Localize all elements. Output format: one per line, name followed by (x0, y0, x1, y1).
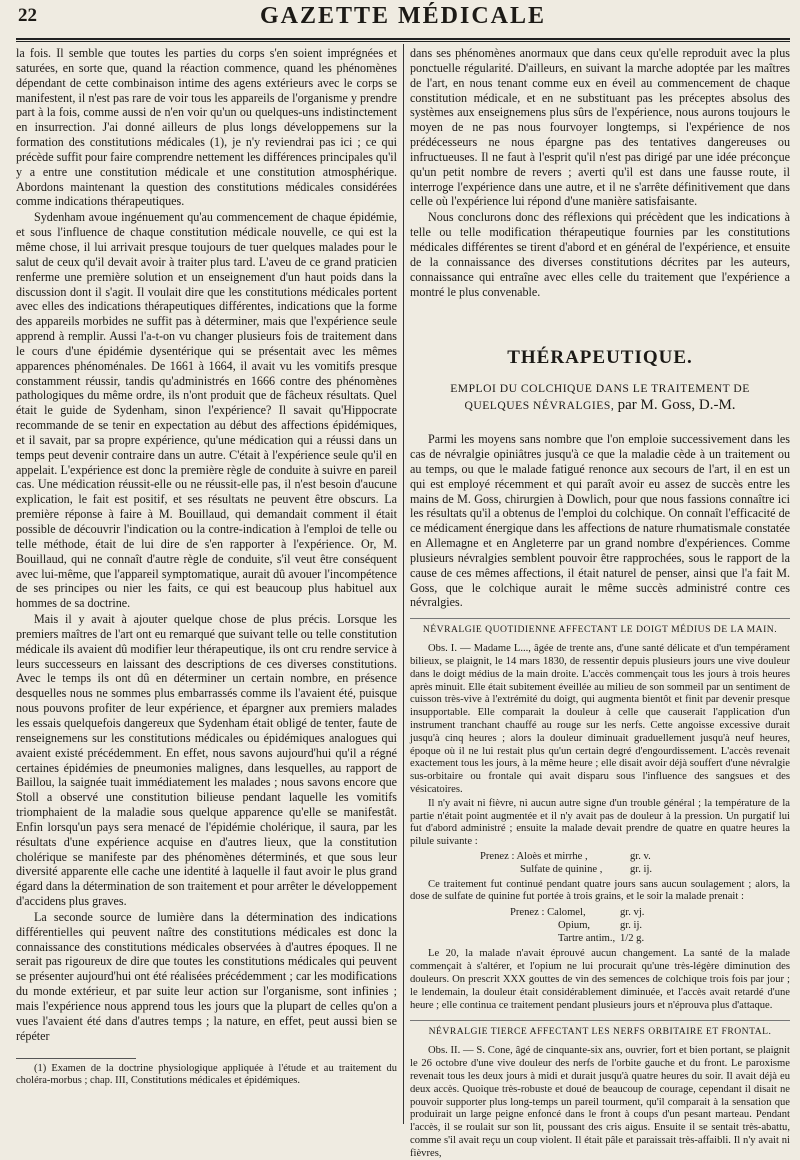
article-title-text: EMPLOI DU COLCHIQUE DANS LE TRAITEMENT DE QUELQUES NÉVRALGIES, (450, 382, 750, 413)
prescription-line: Prenez : Aloès et mirrhe , gr. v. (480, 850, 651, 862)
article-title (420, 380, 780, 414)
observation-1-text: Obs. I. — Madame L..., âgée de trente ans, d'une santé délicate et d'un tempérament bilieux, se plaignit, le 14 mars 1830, de ressentir depuis plusieurs jours une vive douleur dans le doigt médius de la main droite. L'accès commençait tous les jours à trois heures après minuit. Elle était subitement éveillée au milieu de son sommeil par un sentiment de cuisson très-vive à l'extrémité du doigt, qui augmenta bientôt et finit par devenir presque insupportable. Elle comparait la douleur à celle que causerait l'application d'un instrument tranchant chauffé au rouge sur les nerfs. Cette angoisse excessive durait jusqu'à cinq heures ; alors la douleur diminuait graduellement jusqu'à neuf heures, époque où il ne lui restait plus qu'un certain degré d'engourdissement. L'accès revenait exactement tous les jours, à la même heure ; elle disait avoir déjà souffert d'une névralgie sus-orbitaire ou frontale qui avait disparu sous l'influence des sangsues et des vésicatoires. (410, 643, 790, 795)
article-author: par M. Goss, D.-M. (617, 397, 736, 414)
header-rule (16, 38, 790, 42)
prescription-line: Tartre antim., 1/2 g. (558, 932, 645, 944)
observation-1-text: Le 20, la malade n'avait éprouvé aucun changement. La santé de la malade commençait à s'altérer, et l'opium ne lui procurait qu'une très-légère diminution des douleurs. On prescrit XXX gouttes de vin des semences de colchique trois fois par jour ; le lendemain, la douleur était considérablement diminuée, et l'accès avait retardé d'une heure ; elle continua ce traitement pendant plusieurs jours et n'éprouva plus d'attaque. (410, 948, 790, 1011)
journal-title: GAZETTE MÉDICALE (259, 3, 547, 29)
prescription (510, 907, 790, 945)
prescription-line: Sulfate de quinine , gr. ij. (520, 863, 653, 875)
footnote-rule (16, 1058, 136, 1059)
page-header (16, 0, 790, 36)
article-intro: Parmi les moyens sans nombre que l'on emploie successivement dans les cas de névralgie opiniâtres jusqu'à ce que la maladie cède à un traitement ou au temps, ou que le malade fatigué renonce aux secours de l'art, il en est un qui est employé récemment et qui paraît avoir eu assez de succès entre les mains de M. Goss, chirurgien à Dowlich, pour que nous fassions connaître ici les résultats qu'il a obtenus de l'emploi du colchique. On connaît l'efficacité de ce médicament énergique dans les affections de nature rhumatismale constatée en Allemagne et en Angleterre par un grand nombre d'expériences. Comme plusieurs névralgies semblent pouvoir être rapprochées, sous le rapport de la cause de ces mêmes affections, il était naturel de penser, ainsi que l'a fait M. Goss, que le colchique aurait le même succès administré contre ces névralgies. (410, 432, 791, 610)
observation-2-text: Obs. II. — S. Cone, âgé de cinquante-six ans, ouvrier, fort et bien portant, se plaignit le 26 octobre d'une vive douleur des nerfs de l'orbite gauche et du front. Le paroxisme revenait tous les deux jours à midi et durait jusqu'à quatre heures du soir. Il avait déjà eu deux accès. Quoique très-robuste et doué de beaucoup de courage, cependant il disait ne pouvoir supporter plus long-temps un pareil tourment, qu'il comparait à la sensation que produirait un large peigne enfoncé dans le front à coups d'un pesant marteau. Pendant l'accès, il se roulait sur son lit, poussant des cris aigus. Ensuite il se sentait très-abattu, comme s'il avait reçu un coup violent. Il était pâle et paraissait très-affaibli. Il n'y avait ni fièvres, (410, 1045, 790, 1159)
paragraph: Mais il y avait à ajouter quelque chose de plus précis. Lorsque les premiers maîtres de l'art ont eu remarqué que suivant telle ou telle constitution médicale ils avaient dû modifier leur thérapeutique, ils ont cru rendre service à leurs successeurs en laissant des descriptions de ces diverses constitutions. Avec le temps ils ont dû en déterminer un certain nombre, en présence desquelles nous ne sommes plus embarrassés comme ils l'avaient été, puisque nous pouvons profiter de leur expérience, et épargner aux premiers malades les essais quelquefois dangereux que Sydenham était obligé de tenter, faute de renseignemens sur les constitutions médicales ou épidémiques analogues qui avaient existé précédemment. En effet, nous savons aujourd'hui qu'il a régné certaines épidémies de pneumonies malignes, dans lesquelles, au rapport de Baillou, la saignée tuait immédiatement les malades ; nous savons encore que Stoll a observé une constitution bilieuse pendant laquelle les vomitifs triomphaient de la maladie sous quelque apparence qu'elle se manifestât. Enfin lorsqu'un pays sera menacé de l'épidémie cholérique, il saura, par les résultats d'une expérience acquise en d'autres lieux, que la constitution cholérique se manifeste par des phénomènes déterminés, et que sous leur diversité apparente elle cache une identité à laquelle il faut avoir le plus grand égard dans la détermination de son traitement et pour arrêter le développement d'accidens plus graves. (16, 612, 397, 909)
observation-1-text: Ce traitement fut continué pendant quatre jours sans aucun soulagement ; alors, la dose de sulfate de quinine fut portée à trois grains, et le soir la malade prenait : (410, 878, 790, 903)
section-title: THÉRAPEUTIQUE. (507, 347, 693, 369)
left-column (16, 46, 397, 1128)
prescription (480, 851, 790, 877)
observation-heading: NÉVRALGIE QUOTIDIENNE AFFECTANT LE DOIGT MÉDIUS DE LA MAIN. (410, 618, 790, 638)
page-number: 22 (18, 5, 37, 26)
observation-heading: NÉVRALGIE TIERCE AFFECTANT LES NERFS ORBITAIRE ET FRONTAL. (410, 1020, 790, 1040)
paragraph: dans ses phénomènes anormaux que dans ceux qu'elle reproduit avec la plus ponctuelle régularité. D'ailleurs, en suivant la marche adoptée par les maîtres de l'art, en nous tenant comme eux en éveil au commencement de chaque constitution médicale, et en ne substituant pas les préceptes absolus des systèmes aux enseignemens plus sûrs de l'expérience, nous aurons toujours le moyen de ne pas nous fourvoyer longtemps, si l'expérience de nos prédécesseurs ne nous épargne pas des tentatives dangereuses ou infructueuses. Il ne faut à l'esprit qu'il n'est pas dirigé par une idée préconçue qu'un petit nombre de revers ; averti qu'il est dans une fausse route, il interroge l'expérience dans une autre, et il ne s'arrête définitivement que dans celle où l'expérience lui répond d'une manière satisfaisante. (410, 46, 790, 209)
paragraph: Sydenham avoue ingénuement qu'au commencement de chaque épidémie, et sous l'influence de chaque constitution médicale nouvelle, ce qui est la même chose, il lui arrivait presque toujours de tuer quelques malades pour le salut de ceux qu'il devait avoir à traiter plus tard. L'aveu de ce grand praticien renferme une première solution et un enseignement d'un haut poids dans la discussion dont il s'agit. Il voulait dire que les constitutions médicales portent avec elles des indications thérapeutiques différentes, indications que la forme des appareils morbides ne suffit pas à déterminer, mais que l'expérience seule apprend à remplir. Aussi l'a-t-on vu changer plusieurs fois de traitement dans le cours d'une épidémie dysentérique qui se présentait avec les mêmes apparences phénoménales. De 1661 à 1664, il avait vu les vomitifs presque constamment réussir, tandis qu'administrés en 1666 contre des phénomènes pathologiques du même ordre, ils n'ont produit que de fâcheux résultats. Quel était le guide de Sydenham, sinon l'expérience? Il savait qu'Hippocrate recommande de se tenir en expectation au début des affections épidémiques, et il savait, par sa propre expérience, qu'une médication qui a réussi dans un temps peut devenir contraire dans un autre. C'était à l'expérience seule qu'il en appelait. L'expérience est donc la première règle de conduite à suivre en pareil cas. Une médication réussit-elle ou ne réussit-elle pas, il n'est besoin d'aucune explication, le fait est positif, et ses résultats ne peuvent être obscurs. La première réponse à faire à M. Bouillaud, qui demandait comment il était possible de découvrir l'indication ou la contre-indication à l'emploi de telle ou telle méthode, était de lui dire de s'en rapporter à l'expérience. Or, M. Bouillaud, qui ne connaît d'autre règle de conduite, s'il veut être conséquent avec lui-même, que l'appareil symptomatique, aurait dû avouer l'incompétence de ses principes ou nier les faits, ce qui est beaucoup plus habituel aux hommes de sa doctrine. (16, 210, 397, 611)
column-divider (403, 44, 404, 1124)
paragraph: Nous conclurons donc des réflexions qui précèdent que les indications à telle ou telle modification thérapeutique fournies par les constitutions médicales différentes se tirent d'abord et en général de l'expérience, et ensuite de la connaissance des diverses constitutions décrites par les auteurs, connaissance qui entraîne avec elles celle du traitement que l'expérience a montré le plus convenable. (410, 210, 790, 299)
prescription-line: Opium, gr. ij. (558, 919, 643, 931)
prescription-line: Prenez : Calomel, gr. vj. (510, 907, 645, 919)
footnote: (1) Examen de la doctrine physiologique appliquée à l'étude et au traitement du choléra-morbus ; chap. III, Constitutions médicales et épidémiques. (16, 1062, 397, 1087)
paragraph: la fois. Il semble que toutes les parties du corps s'en soient imprégnées et saturées, en sorte que, quand la réaction commence, quand les phénomènes dépendant de cette combinaison intime des agens extérieurs avec le corps se manifestent, il n'est pas rare de voir tous les appareils de l'organisme y prendre part à la fois, comme aussi de n'en voir qu'un ou quelques-uns indistinctement en insurrection. J'ai donné ailleurs de plus longs développemens sur la formation des constitutions médicales (1), je n'y reviendrai pas ici ; ce qui précède suffit pour faire comprendre nettement les différences principales qu'il y a entre une constitution médicale et une constitution atmosphérique. Abordons maintenant la question des constitutions médicales considérées comme indications thérapeutiques. (16, 46, 397, 209)
right-column (410, 46, 791, 1159)
paragraph: La seconde source de lumière dans la détermination des indications différentielles qui peuvent naître des constitutions médicales est donc la connaissance des constitutions médicales observées à d'autres époques. Il ne serait pas rigoureux de dire que toutes les constitutions médicales qui peuvent se présenter aujourd'hui ont été réalisées précédemment ; car les modifications du monde extérieur, et par suite leur action sur l'organisme, sont infinies ; mais l'expérience nous apprend tous les jours que la plupart de celles qu'on a vues l'avaient été dans d'autres temps ; la nature, en effet, peut aussi bien se répéter (16, 909, 397, 1043)
observation-1-text: Il n'y avait ni fièvre, ni aucun autre signe d'un trouble général ; la température de la partie n'était point augmentée et il n'y avait pas de douleur à la pression. Un purgatif lui fut d'abord administré ; ensuite la malade devait prendre de quatre en quatre heures la pilule suivante : (410, 797, 790, 848)
